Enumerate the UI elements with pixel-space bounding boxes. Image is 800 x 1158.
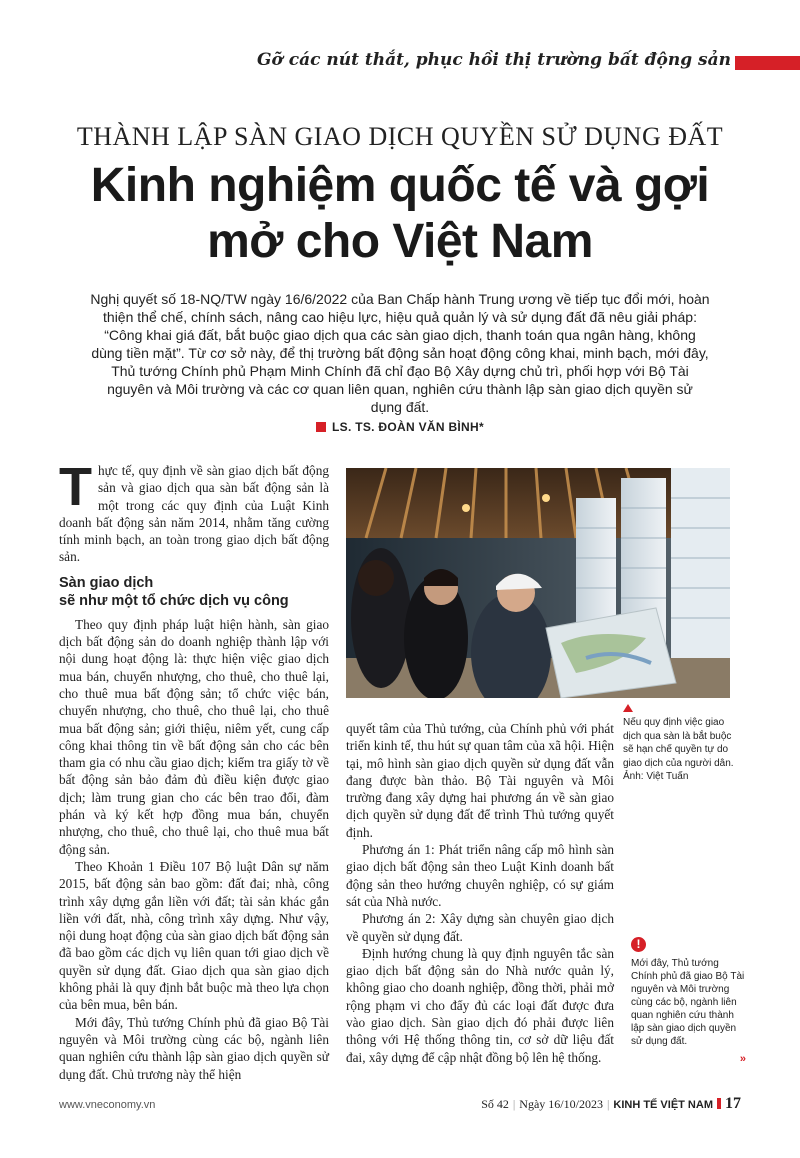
body-paragraph: Phương án 1: Phát triển nâng cấp mô hình sàn giao dịch bất động sản theo Luật Kinh doanh bất động sản theo hướng chuyên nghiệp, có sự giám sát của Nhà nước. <box>346 842 614 909</box>
article-title: Kinh nghiệm quốc tế và gợi mở cho Việt Nam <box>90 159 710 268</box>
drop-cap: T <box>59 457 92 517</box>
body-paragraph: Mới đây, Thủ tướng Chính phủ đã giao Bộ Tài nguyên và Môi trường cùng các bộ, ngành liên quan nghiên cứu thành lập sàn giao dịch quyền sử dụng đất. Chủ trương này thể hiện <box>59 1014 329 1082</box>
callout-text: Mới đây, Thủ tướng Chính phủ đã giao Bộ Tài nguyên và Môi trường cùng các bộ, ngành liên quan nghiên cứu thành lập sàn giao dịch quyền sử dụng đất. <box>631 958 745 1047</box>
caption-arrow-icon <box>623 704 633 712</box>
photo-credit: Ảnh: Việt Tuấn <box>623 771 689 782</box>
body-paragraph: quyết tâm của Thủ tướng, của Chính phủ với phát triển kinh tế, thu hút sự quan tâm của xã hội. Hiện tại, mô hình sàn giao dịch quyền sử dụng đất vẫn đang được bàn thảo. Bộ Tài nguyên và Môi trường đang xây dựng hai phương án về sàn giao dịch quyền sử dụng đất để trình Thủ tướng quyết định. <box>346 721 614 840</box>
body-paragraph: Theo quy định pháp luật hiện hành, sàn giao dịch bất động sản do doanh nghiệp thành lập với nội dung hoạt động là: thực hiện việc giao dịch mua bán, chuyển nhượng, cho thuê, cho thuê lại, cho thuê mua bất động sản; tổ chức việc bán, chuyển nhượng, cho thuê, cho thuê lại, cho thuê mua bất động sản; giới thiệu, niêm yết, cung cấp công khai thông tin về bất động sản cho các bên tham gia có nhu cầu giao dịch; kiểm tra giấy tờ về bất động sản bảo đảm đủ điều kiện được giao dịch; làm trung gian cho các bên trao đổi, đàm phán và ký kết hợp đồng mua bán, chuyển nhượng, cho thuê, cho thuê lại, cho thuê mua bất động sản. <box>59 616 329 857</box>
subheading-line-1: Sàn giao dịch <box>59 574 154 591</box>
article-column-2 <box>346 720 614 1066</box>
body-paragraph: Định hướng chung là quy định nguyên tắc sàn giao dịch bất động sản do Nhà nước quản lý, không giao cho doanh nghiệp, đồng thời, phải mở rộng phạm vi cho đẩy đủ các loại đất được đưa vào giao dịch. Sàn giao dịch đó phải được liên thông với Hệ thống thông tin, cơ sở dữ liệu đất đai, xây dựng để cập nhật đồng bộ lên hệ thống. <box>346 945 614 1065</box>
byline <box>0 420 800 434</box>
page-number: 17 <box>725 1095 741 1112</box>
photo-caption-block <box>623 704 743 784</box>
footer-magazine: KINH TẾ VIỆT NAM <box>613 1099 713 1111</box>
byline-author: LS. TS. ĐOÀN VĂN BÌNH* <box>332 420 484 434</box>
article-kicker: THÀNH LẬP SÀN GIAO DỊCH QUYỀN SỬ DỤNG ĐẤT <box>76 122 724 151</box>
section-accent-bar <box>735 56 800 70</box>
alert-icon: ! <box>631 937 646 952</box>
section-tag: Gỡ các nút thắt, phục hồi thị trường bất động sản <box>256 50 731 70</box>
body-paragraph: Theo Khoản 1 Điều 107 Bộ luật Dân sự năm 2015, bất động sản bao gồm: đất đai; nhà, công trình xây dựng gắn liền với đất; tài sản khác gắn liền với đất, nhà, công trình xây dựng. Như vậy, nội dung hoạt động của sàn giao dịch bất động sản đã bao gồm các dịch vụ liên quan tới giao dịch về quyền sử dụng đất. Giao dịch qua sàn giao dịch không phải là quy định bắt buộc mà theo lựa chọn của bên mua, bên bán. <box>59 858 329 1013</box>
continue-arrow-icon: » <box>739 1053 746 1065</box>
subheading <box>59 574 329 610</box>
intro-text: hực tế, quy định về sàn giao dịch bất động sản và giao dịch qua sàn bất động sản là một trong các quy định của Luật Kinh doanh bất động sản năm 2014, nhằm tăng cường tính minh bạch, an toàn trong giao dịch bất động sản. <box>59 463 329 565</box>
footer-issue: Số 42 <box>481 1097 509 1111</box>
callout-box <box>631 937 746 1065</box>
footer-date: Ngày 16/10/2023 <box>519 1097 603 1111</box>
article-column-1 <box>59 457 329 1083</box>
footer-separator: | <box>606 1097 610 1111</box>
footer-website: www.vneconomy.vn <box>59 1099 156 1111</box>
article-sapo: Nghị quyết số 18-NQ/TW ngày 16/6/2022 của Ban Chấp hành Trung ương về tiếp tục đổi mới, hoàn thiện thể chế, chính sách, nâng cao hiệu lực, hiệu quả quản lý và sử dụng đất đã nêu giải pháp: “Công khai giá đất, bắt buộc giao dịch qua các sàn giao dịch, thanh toán qua ngân hàng, không dùng tiền mặt”. Từ cơ sở này, để thị trường bất động sản hoạt động công khai, minh bạch, mới đây, Thủ tướng Chính phủ Phạm Minh Chính đã chỉ đạo Bộ Xây dựng chủ trì, phối hợp với Bộ Tài nguyên và Môi trường và các cơ quan liên quan, nghiên cứu thành lập sàn giao dịch quyền sử dụng đất. <box>90 291 710 415</box>
intro-paragraph <box>59 457 329 566</box>
photo-caption: Nếu quy định việc giao dịch qua sàn là bắt buộc sẽ hạn chế quyền tự do giao dịch của người dân. <box>623 717 734 769</box>
real-estate-showroom-image <box>346 468 730 698</box>
footer-marker-icon <box>717 1098 721 1109</box>
body-paragraph: Phương án 2: Xây dựng sàn chuyên giao dịch về quyền sử dụng đất. <box>346 911 614 944</box>
footer-issue-info <box>481 1095 741 1113</box>
article-photo <box>346 468 730 698</box>
footer-separator: | <box>512 1097 516 1111</box>
subheading-line-2: sẽ như một tổ chức dịch vụ công <box>59 592 289 609</box>
byline-marker-icon <box>316 422 326 432</box>
